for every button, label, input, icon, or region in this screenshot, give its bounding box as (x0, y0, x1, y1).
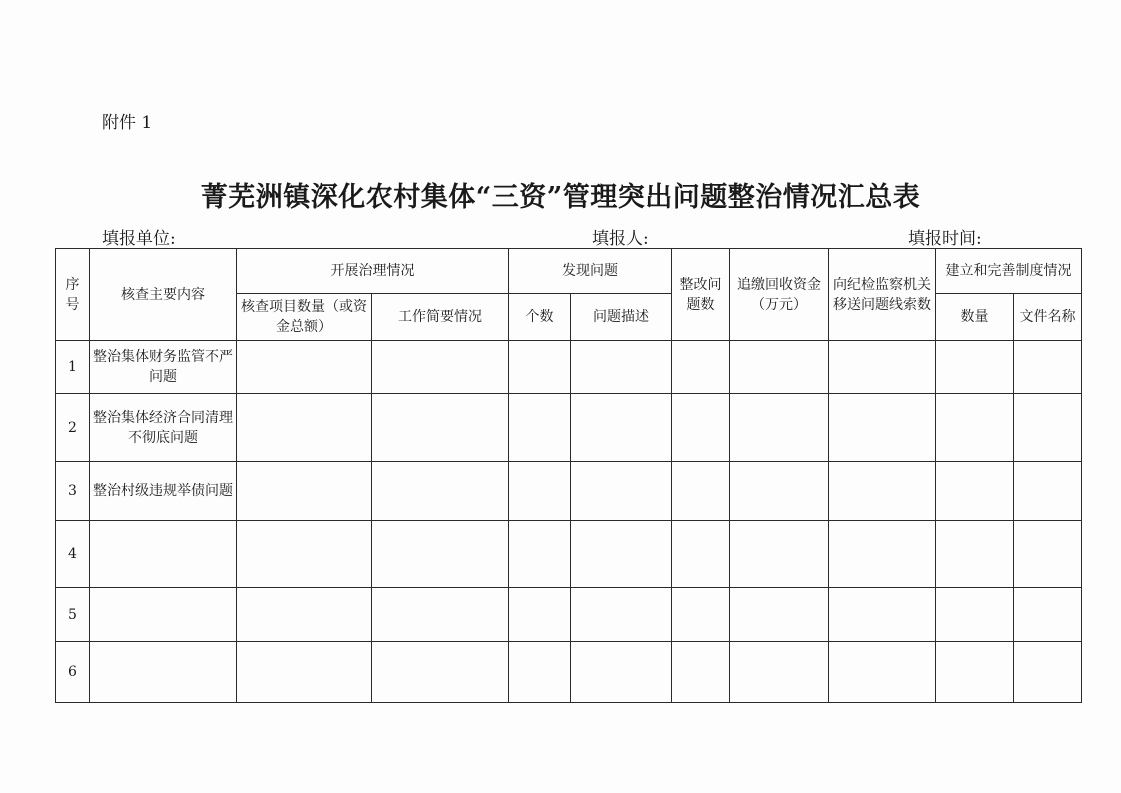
table-cell (672, 341, 730, 394)
table-cell (672, 462, 730, 521)
table-row (56, 588, 1082, 642)
header-rectified-count: 整改问题数 (672, 249, 730, 341)
table-row (56, 341, 1082, 394)
table-cell (237, 462, 372, 521)
row-number: 1 (56, 341, 90, 394)
table-cell (372, 642, 509, 703)
header-content: 核查主要内容 (90, 249, 237, 341)
header-system-building: 建立和完善制度情况 (936, 249, 1082, 294)
table-cell (571, 462, 672, 521)
header-transferred-clues: 向纪检监察机关移送问题线索数 (829, 249, 936, 341)
table-cell (730, 521, 829, 588)
header-governance-summary: 工作简要情况 (372, 294, 509, 341)
table-cell (672, 642, 730, 703)
reporting-unit-label: 填报单位: (102, 229, 176, 249)
table-cell (829, 642, 936, 703)
row-number: 2 (56, 394, 90, 462)
table-cell (829, 521, 936, 588)
header-governance: 开展治理情况 (237, 249, 509, 294)
table-row (56, 462, 1082, 521)
table-cell (1014, 341, 1082, 394)
header-system-count: 数量 (936, 294, 1014, 341)
table-cell (730, 341, 829, 394)
table-cell (372, 588, 509, 642)
table-cell (1014, 394, 1082, 462)
row-content (90, 588, 237, 642)
table-cell (672, 394, 730, 462)
table-cell (509, 588, 571, 642)
table-cell (936, 394, 1014, 462)
row-number: 6 (56, 642, 90, 703)
table-cell (571, 394, 672, 462)
table-cell (237, 588, 372, 642)
header-row-1 (56, 249, 1082, 294)
reporter-label: 填报人: (592, 229, 649, 249)
table-cell (1014, 588, 1082, 642)
table-cell (509, 341, 571, 394)
table-cell (509, 521, 571, 588)
row-content: 整治村级违规举债问题 (90, 462, 237, 521)
page-title: 菁芜洲镇深化农村集体“三资”管理突出问题整治情况汇总表 (200, 182, 921, 213)
table-cell (372, 394, 509, 462)
table-cell (829, 341, 936, 394)
table-cell (237, 521, 372, 588)
table-cell (571, 341, 672, 394)
table-cell (829, 588, 936, 642)
table-cell (1014, 642, 1082, 703)
table-cell (1014, 521, 1082, 588)
row-number: 4 (56, 521, 90, 588)
table-cell (730, 394, 829, 462)
header-found-count: 个数 (509, 294, 571, 341)
row-content (90, 521, 237, 588)
table-cell (936, 642, 1014, 703)
table-cell (372, 341, 509, 394)
report-time-label: 填报时间: (908, 229, 982, 249)
table-cell (372, 462, 509, 521)
table-cell (672, 588, 730, 642)
table-row (56, 521, 1082, 588)
header-recovered-funds: 追缴回收资金（万元） (730, 249, 829, 341)
table-cell (1014, 462, 1082, 521)
row-content: 整治集体经济合同清理不彻底问题 (90, 394, 237, 462)
table-cell (730, 642, 829, 703)
row-content (90, 642, 237, 703)
table-cell (730, 462, 829, 521)
table-cell (936, 588, 1014, 642)
table-cell (509, 642, 571, 703)
attachment-label: 附件 1 (102, 113, 153, 133)
table-cell (936, 462, 1014, 521)
table-cell (571, 642, 672, 703)
table-cell (936, 521, 1014, 588)
table-cell (509, 394, 571, 462)
header-found-description: 问题描述 (571, 294, 672, 341)
table-cell (936, 341, 1014, 394)
header-found-problems: 发现问题 (509, 249, 672, 294)
row-number: 3 (56, 462, 90, 521)
table-cell (829, 462, 936, 521)
table-cell (237, 341, 372, 394)
header-system-file-name: 文件名称 (1014, 294, 1082, 341)
row-number: 5 (56, 588, 90, 642)
table-cell (237, 394, 372, 462)
header-seq: 序号 (56, 249, 90, 341)
table-row (56, 642, 1082, 703)
table-cell (372, 521, 509, 588)
summary-table (55, 248, 1082, 703)
header-governance-count: 核查项目数量（或资金总额） (237, 294, 372, 341)
table-cell (571, 521, 672, 588)
table-cell (509, 462, 571, 521)
row-content: 整治集体财务监管不严问题 (90, 341, 237, 394)
table-cell (829, 394, 936, 462)
table-cell (237, 642, 372, 703)
table-cell (730, 588, 829, 642)
table-row (56, 394, 1082, 462)
table-cell (571, 588, 672, 642)
table-cell (672, 521, 730, 588)
